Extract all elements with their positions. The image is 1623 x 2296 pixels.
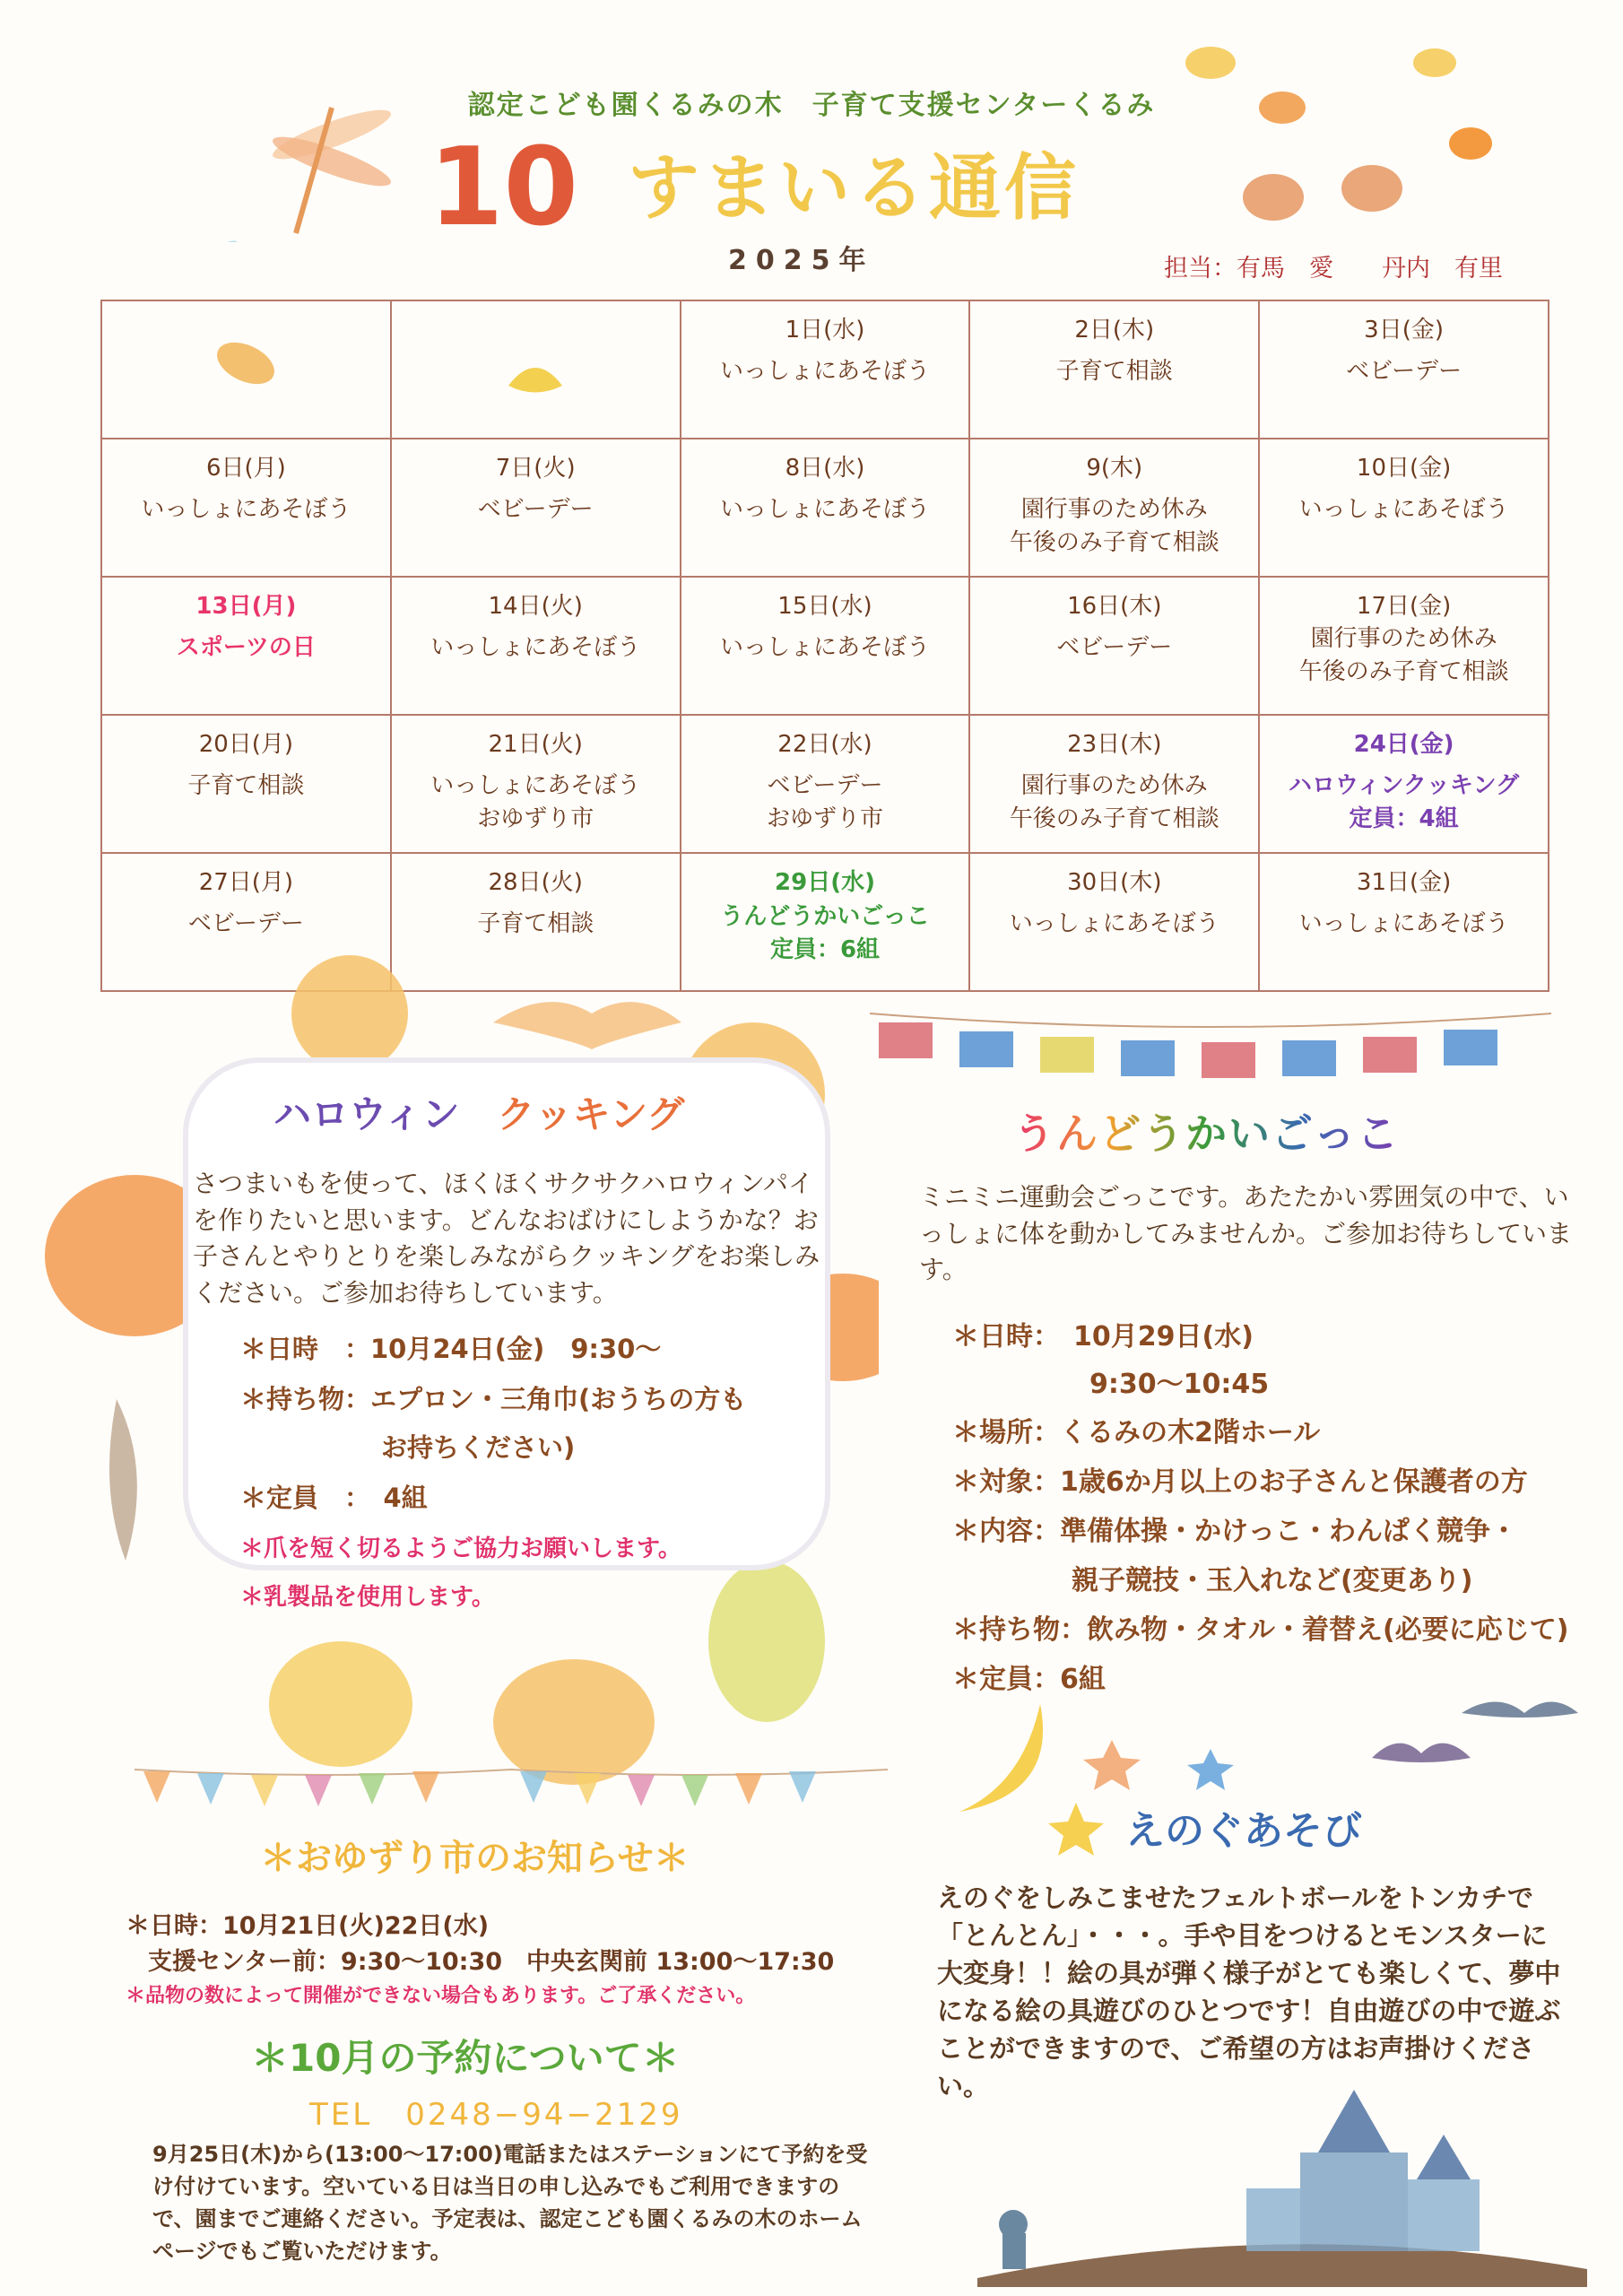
paint-play-body: えのぐをしみこませたフェルトボールをトンカチで「とんとん」・・・。手や目をつけるとモンスターに大変身！！絵の具が弾く様子がとても楽しくて、夢中になる絵の具遊びのひとつです！自由遊びの中で遊ぶことができますので、ご希望の方はお声掛けください。	[937, 1883, 1561, 2102]
castle-illustration	[977, 2081, 1587, 2287]
halloween-capacity: ＊定員 ： 4組	[240, 1483, 428, 1513]
halloween-items: ＊持ち物：エプロン・三角巾(おうちの方も	[240, 1384, 747, 1414]
schedule-calendar	[100, 300, 1549, 992]
paint-play-title: えのぐあそび	[1125, 1808, 1362, 1854]
sports-day-intro: ミニミニ運動会ごっこです。あたたかい雰囲気の中で、いっしょに体を動かしてみませんか。ご参加お待ちしています。	[919, 1182, 1573, 1285]
calendar-cell: 16日(木) ベビーデー	[969, 577, 1259, 715]
dragonfly-illustration	[152, 90, 421, 242]
calendar-cell: 27日(月) ベビーデー	[101, 853, 391, 991]
sports-day-place: ＊場所：くるみの木2階ホール	[952, 1417, 1321, 1448]
star-icon	[1045, 1798, 1107, 1861]
ginkgo-leaf-icon	[499, 350, 571, 413]
reservation-phone: TEL 0248−94−2129	[309, 2097, 683, 2133]
market-times: 支援センター前：9:30〜10:30 中央玄関前 13:00〜17:30	[148, 1948, 835, 1976]
market-date: ＊日時：10月21日(火)22日(水)	[126, 1912, 490, 1940]
halloween-cooking-title: ハロウィン クッキング	[273, 1092, 685, 1136]
bunting-garland	[135, 1762, 888, 1816]
calendar-cell: 6日(月) いっしょにあそぼう	[101, 439, 391, 577]
leaves-and-birds-illustration	[1175, 36, 1515, 233]
staff-label: 担当：有馬 愛 丹内 有里	[1164, 255, 1503, 283]
halloween-note-nails: ＊爪を短く切るようご協力お願いします。	[240, 1535, 681, 1562]
year-label: 2025年	[728, 245, 875, 276]
calendar-cell: 22日(水) ベビーデー おゆずり市	[681, 715, 970, 853]
hand-me-down-market-title: ＊おゆずり市のお知らせ＊	[260, 1838, 690, 1879]
calendar-cell: 10日(金) いっしょにあそぼう	[1259, 439, 1549, 577]
calendar-cell: 17日(金) 園行事のため休み 午後のみ子育て相談	[1259, 577, 1549, 715]
leaf-icon	[210, 332, 282, 395]
calendar-cell: 20日(月) 子育て相談	[101, 715, 391, 853]
organization-name: 認定こども園くるみの木 子育て支援センターくるみ	[467, 90, 1156, 121]
sports-day-time: 9:30〜10:45	[1089, 1369, 1270, 1400]
flag-garland	[870, 1004, 1551, 1094]
sports-day-date: ＊日時： 10月29日(水)	[952, 1321, 1254, 1352]
calendar-cell-holiday: 13日(月) スポーツの日	[101, 577, 391, 715]
calendar-cell: 8日(水) いっしょにあそぼう	[681, 439, 970, 577]
sports-day-capacity: ＊定員：6組	[952, 1664, 1106, 1695]
newsletter-title: すまいる通信	[628, 146, 1080, 230]
calendar-cell-event: 29日(水) うんどうかいごっこ 定員：6組	[681, 853, 970, 991]
calendar-cell: 21日(火) いっしょにあそぼう おゆずり市	[391, 715, 681, 853]
reservation-body: 9月25日(木)から(13:00〜17:00)電話またはステーションにて予約を受け付けています。空いている日は当日の申し込みでもご利用できますので、園までご連絡ください。予定表は、認定こども園くるみの木のホームページでもご覧いただけます。	[152, 2142, 868, 2264]
calendar-cell	[101, 300, 391, 439]
calendar-cell: 2日(木) 子育て相談	[969, 300, 1259, 439]
calendar-cell-event: 24日(金) ハロウィンクッキング 定員：4組	[1259, 715, 1549, 853]
calendar-cell: 14日(火) いっしょにあそぼう	[391, 577, 681, 715]
halloween-datetime: ＊日時 ：10月24日(金) 9:30〜	[240, 1334, 662, 1364]
calendar-cell: 15日(水) いっしょにあそぼう	[681, 577, 970, 715]
calendar-cell: 7日(火) ベビーデー	[391, 439, 681, 577]
reservation-title: ＊10月の予約について＊	[251, 2036, 680, 2080]
calendar-cell	[391, 300, 681, 439]
sports-day-title: うんどうかいごっこ	[1013, 1109, 1401, 1158]
sports-day-items: ＊持ち物：飲み物・タオル・着替え(必要に応じて)	[952, 1614, 1569, 1646]
month-number: 10	[429, 126, 578, 250]
halloween-items-cont: お持ちください)	[381, 1432, 576, 1463]
market-note: ＊品物の数によって開催ができない場合もあります。ご了承ください。	[126, 1985, 756, 2007]
calendar-cell: 28日(火) 子育て相談	[391, 853, 681, 991]
calendar-cell: 3日(金) ベビーデー	[1259, 300, 1549, 439]
sports-day-target: ＊対象：1歳6か月以上のお子さんと保護者の方	[952, 1466, 1528, 1498]
calendar-cell: 9(木) 園行事のため休み 午後のみ子育て相談	[969, 439, 1259, 577]
halloween-intro: さつまいもを使って、ほくほくサクサクハロウィンパイを作りたいと思います。どんなおばけにしようかな？お子さんとやりとりを楽しみながらクッキングをお楽しみください。ご参加お待ちしています。	[193, 1169, 820, 1308]
calendar-cell: 31日(金) いっしょにあそぼう	[1259, 853, 1549, 991]
calendar-cell: 30日(木) いっしょにあそぼう	[969, 853, 1259, 991]
calendar-cell: 23日(木) 園行事のため休み 午後のみ子育て相談	[969, 715, 1259, 853]
sports-day-content-cont: 親子競技・玉入れなど(変更あり)	[1072, 1565, 1473, 1596]
sports-day-content: ＊内容：準備体操・かけっこ・わんぱく競争・	[952, 1516, 1517, 1547]
calendar-cell: 1日(水) いっしょにあそぼう	[681, 300, 970, 439]
halloween-note-dairy: ＊乳製品を使用します。	[240, 1584, 495, 1611]
